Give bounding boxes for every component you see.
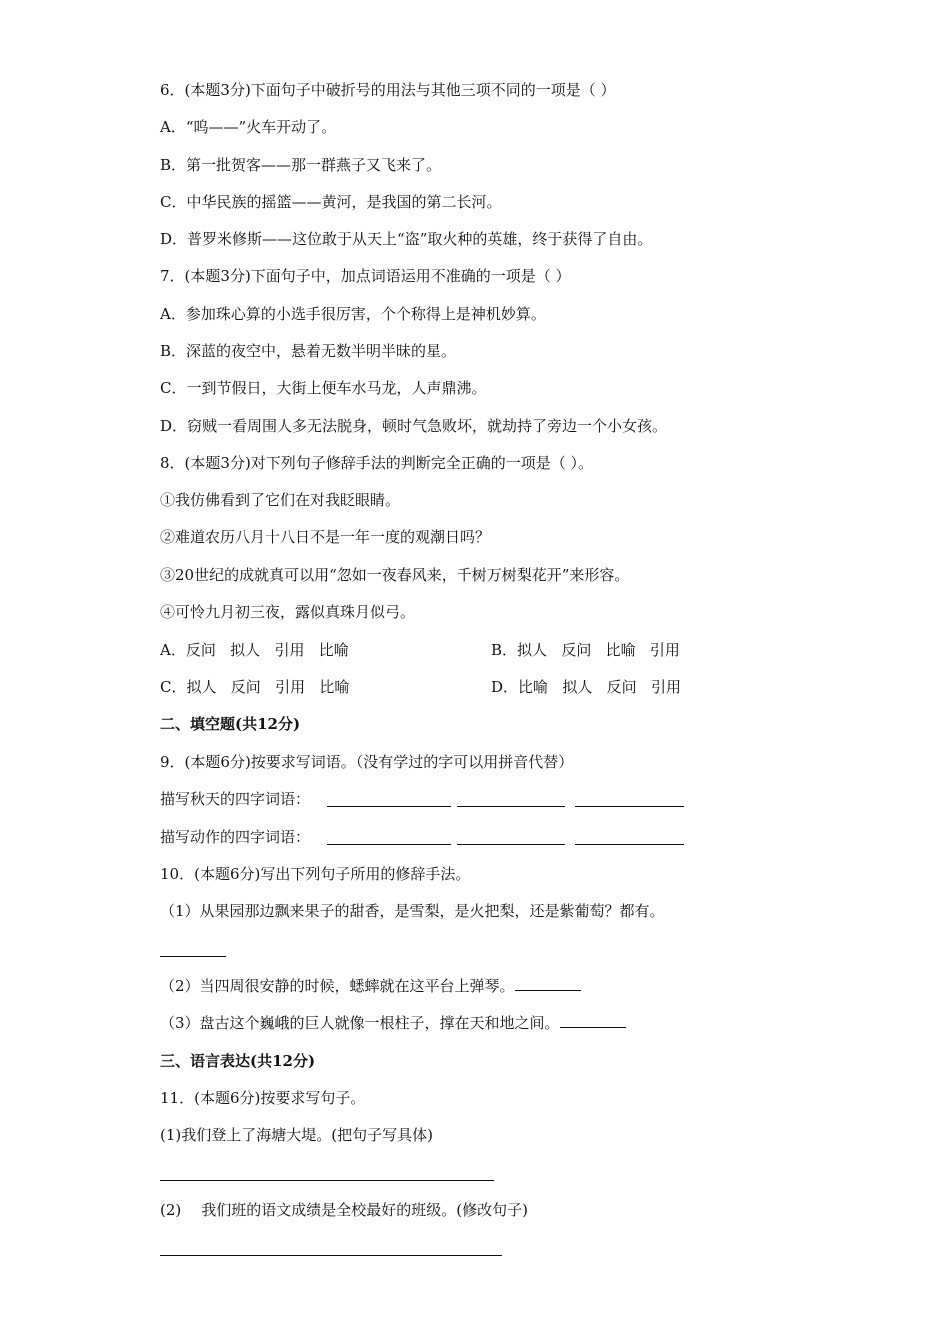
q6-option-d: D．普罗米修斯——这位敢于从天上“盗”取火种的英雄，终于获得了自由。 <box>160 230 653 248</box>
q11-item-1: (1)我们登上了海塘大堤。(把句子写具体) <box>160 1126 433 1144</box>
section-title-expression: 三、语言表达(共12分) <box>160 1052 316 1070</box>
q9-row2-blank-2[interactable] <box>457 844 565 845</box>
q10-item3-answer-blank[interactable] <box>560 1013 626 1028</box>
q11-stem: 11．(本题6分)按要求写句子。 <box>160 1089 366 1107</box>
q11-item-2-row <box>160 1200 528 1220</box>
q8-option-a: A．反问 拟人 引用 比喻 <box>160 641 349 659</box>
q7-stem: 7．(本题3分)下面句子中，加点词语运用不准确的一项是（ ） <box>160 267 571 285</box>
q10-item2-answer-blank[interactable] <box>515 976 581 991</box>
q10-item1-answer-blank[interactable] <box>160 956 226 957</box>
q9-row1-blank-2[interactable] <box>457 806 565 807</box>
q11-item-2-number: (2) <box>160 1201 182 1219</box>
q6-option-a: A．“呜——”火车开动了。 <box>160 118 337 136</box>
q9-row2-label: 描写动作的四字词语： <box>160 828 311 846</box>
q6-stem: 6．(本题3分)下面句子中破折号的用法与其他三项不同的一项是（ ） <box>160 81 616 99</box>
q8-stem: 8．(本题3分)对下列句子修辞手法的判断完全正确的一项是（ ）。 <box>160 454 594 472</box>
q6-option-b: B．第一批贺客——那一群燕子又飞来了。 <box>160 156 442 174</box>
q11-item-2: 我们班的语文成绩是全校最好的班级。(修改句子) <box>201 1201 528 1219</box>
q8-option-b: B．拟人 反问 比喻 引用 <box>491 641 680 659</box>
q10-item-1: （1）从果园那边飘来果子的甜香，是雪梨，是火把梨，还是紫葡萄？都有。 <box>160 902 665 920</box>
q9-row2-blank-1[interactable] <box>327 844 451 845</box>
q7-option-a: A．参加珠心算的小选手很厉害，个个称得上是神机妙算。 <box>160 305 546 323</box>
q7-option-b: B．深蓝的夜空中，悬着无数半明半昧的星。 <box>160 342 457 360</box>
q10-stem: 10．(本题6分)写出下列句子所用的修辞手法。 <box>160 865 471 883</box>
q9-row1-blank-3[interactable] <box>575 806 684 807</box>
q11-item2-answer-line[interactable] <box>160 1255 502 1256</box>
q10-item-3: （3）盘古这个巍峨的巨人就像一根柱子，撑在天和地之间。 <box>160 1014 560 1032</box>
q6-option-c: C．中华民族的摇篮——黄河，是我国的第二长河。 <box>160 193 502 211</box>
q8-sentence-1: ①我仿佛看到了它们在对我眨眼睛。 <box>160 491 401 509</box>
q9-row1-label: 描写秋天的四字词语： <box>160 790 311 808</box>
q10-item-2: （2）当四周很安静的时候，蟋蟀就在这平台上弹琴。 <box>160 977 515 995</box>
q8-option-c: C．拟人 反问 引用 比喻 <box>160 678 350 696</box>
q7-option-c: C．一到节假日，大街上便车水马龙，人声鼎沸。 <box>160 379 487 397</box>
q8-sentence-2: ②难道农历八月十八日不是一年一度的观潮日吗？ <box>160 528 491 546</box>
q11-item1-answer-line[interactable] <box>160 1180 494 1181</box>
section-title-fill-in: 二、填空题(共12分) <box>160 715 301 733</box>
q8-sentence-4: ④可怜九月初三夜，露似真珠月似弓。 <box>160 603 416 621</box>
q10-item-3-row <box>160 1013 626 1033</box>
q9-row2-blank-3[interactable] <box>575 844 684 845</box>
q9-row1-blank-1[interactable] <box>327 806 451 807</box>
q8-sentence-3: ③20世纪的成就真可以用“忽如一夜春风来，千树万树梨花开”来形容。 <box>160 566 630 584</box>
q7-option-d: D．窃贼一看周围人多无法脱身，顿时气急败坏，就劫持了旁边一个小女孩。 <box>160 417 668 435</box>
q9-stem: 9．(本题6分)按要求写词语。（没有学过的字可以用拼音代替） <box>160 753 574 771</box>
q10-item-2-row <box>160 976 581 996</box>
q8-option-d: D．比喻 拟人 反问 引用 <box>491 678 681 696</box>
